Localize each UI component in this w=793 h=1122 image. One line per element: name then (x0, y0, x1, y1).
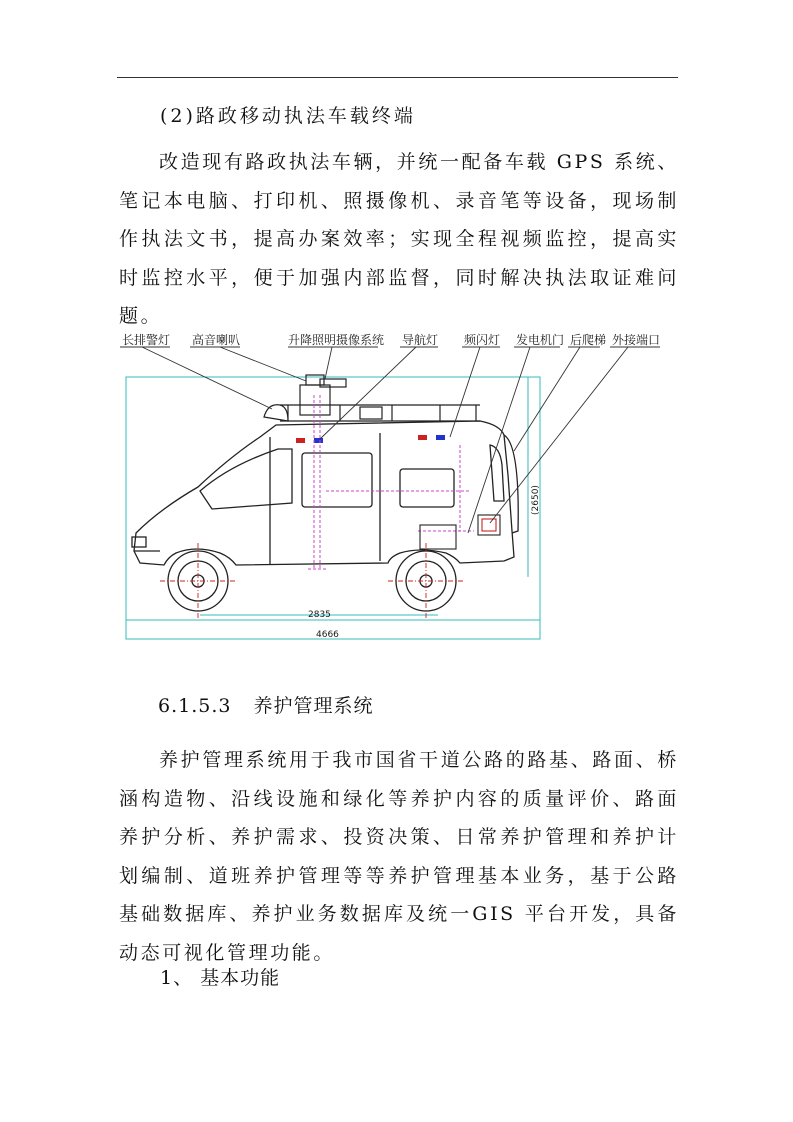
dim-height: (2650) (531, 485, 541, 515)
label-generator-door: 发电机门 (516, 333, 565, 347)
dim-wheelbase: 2835 (308, 610, 331, 620)
label-strobe-light: 频闪灯 (464, 333, 501, 347)
list-item-basic-functions: 1、 基本功能 (160, 967, 281, 989)
subsection-title: (2)路政移动执法车载终端 (160, 105, 416, 127)
header-rule (117, 77, 678, 78)
label-lift-camera-system: 升降照明摄像系统 (288, 333, 385, 347)
red-light (296, 438, 305, 443)
paragraph-vehicle-terminal: 改造现有路政执法车辆，并统一配备车载 GPS 系统、笔记本电脑、打印机、照摄像机、录音笔等设备，现场制作执法文书，提高办案效率；实现全程视频监控，提高实时监控水平，便于加强内部监督，同时解决执法取证难问题。 (119, 151, 679, 327)
label-rear-ladder: 后爬梯 (570, 333, 607, 347)
label-long-light-bar: 长排警灯 (122, 333, 171, 347)
section-heading (158, 694, 374, 718)
vehicle-diagram (120, 325, 682, 647)
section-title: 养护管理系统 (253, 695, 374, 717)
label-loudspeaker: 高音喇叭 (192, 333, 241, 347)
paragraph-maintenance-system: 养护管理系统用于我市国省干道公路的路基、路面、桥涵构造物、沿线设施和绿化等养护内容的质量评价、路面养护分析、养护需求、投资决策、日常养护管理和养护计划编制、道班养护管理等等养护管理基本业务，基于公路基础数据库、养护业务数据库及统一GIS 平台开发，具备动态可视化管理功能。 (119, 749, 679, 964)
red-light (418, 435, 427, 440)
label-navigation-light: 导航灯 (402, 333, 439, 347)
section-number: 6.1.5.3 (158, 695, 232, 717)
blue-light (436, 435, 445, 440)
label-external-port: 外接端口 (612, 333, 661, 347)
blue-light (314, 438, 323, 443)
dim-length: 4666 (316, 630, 339, 640)
